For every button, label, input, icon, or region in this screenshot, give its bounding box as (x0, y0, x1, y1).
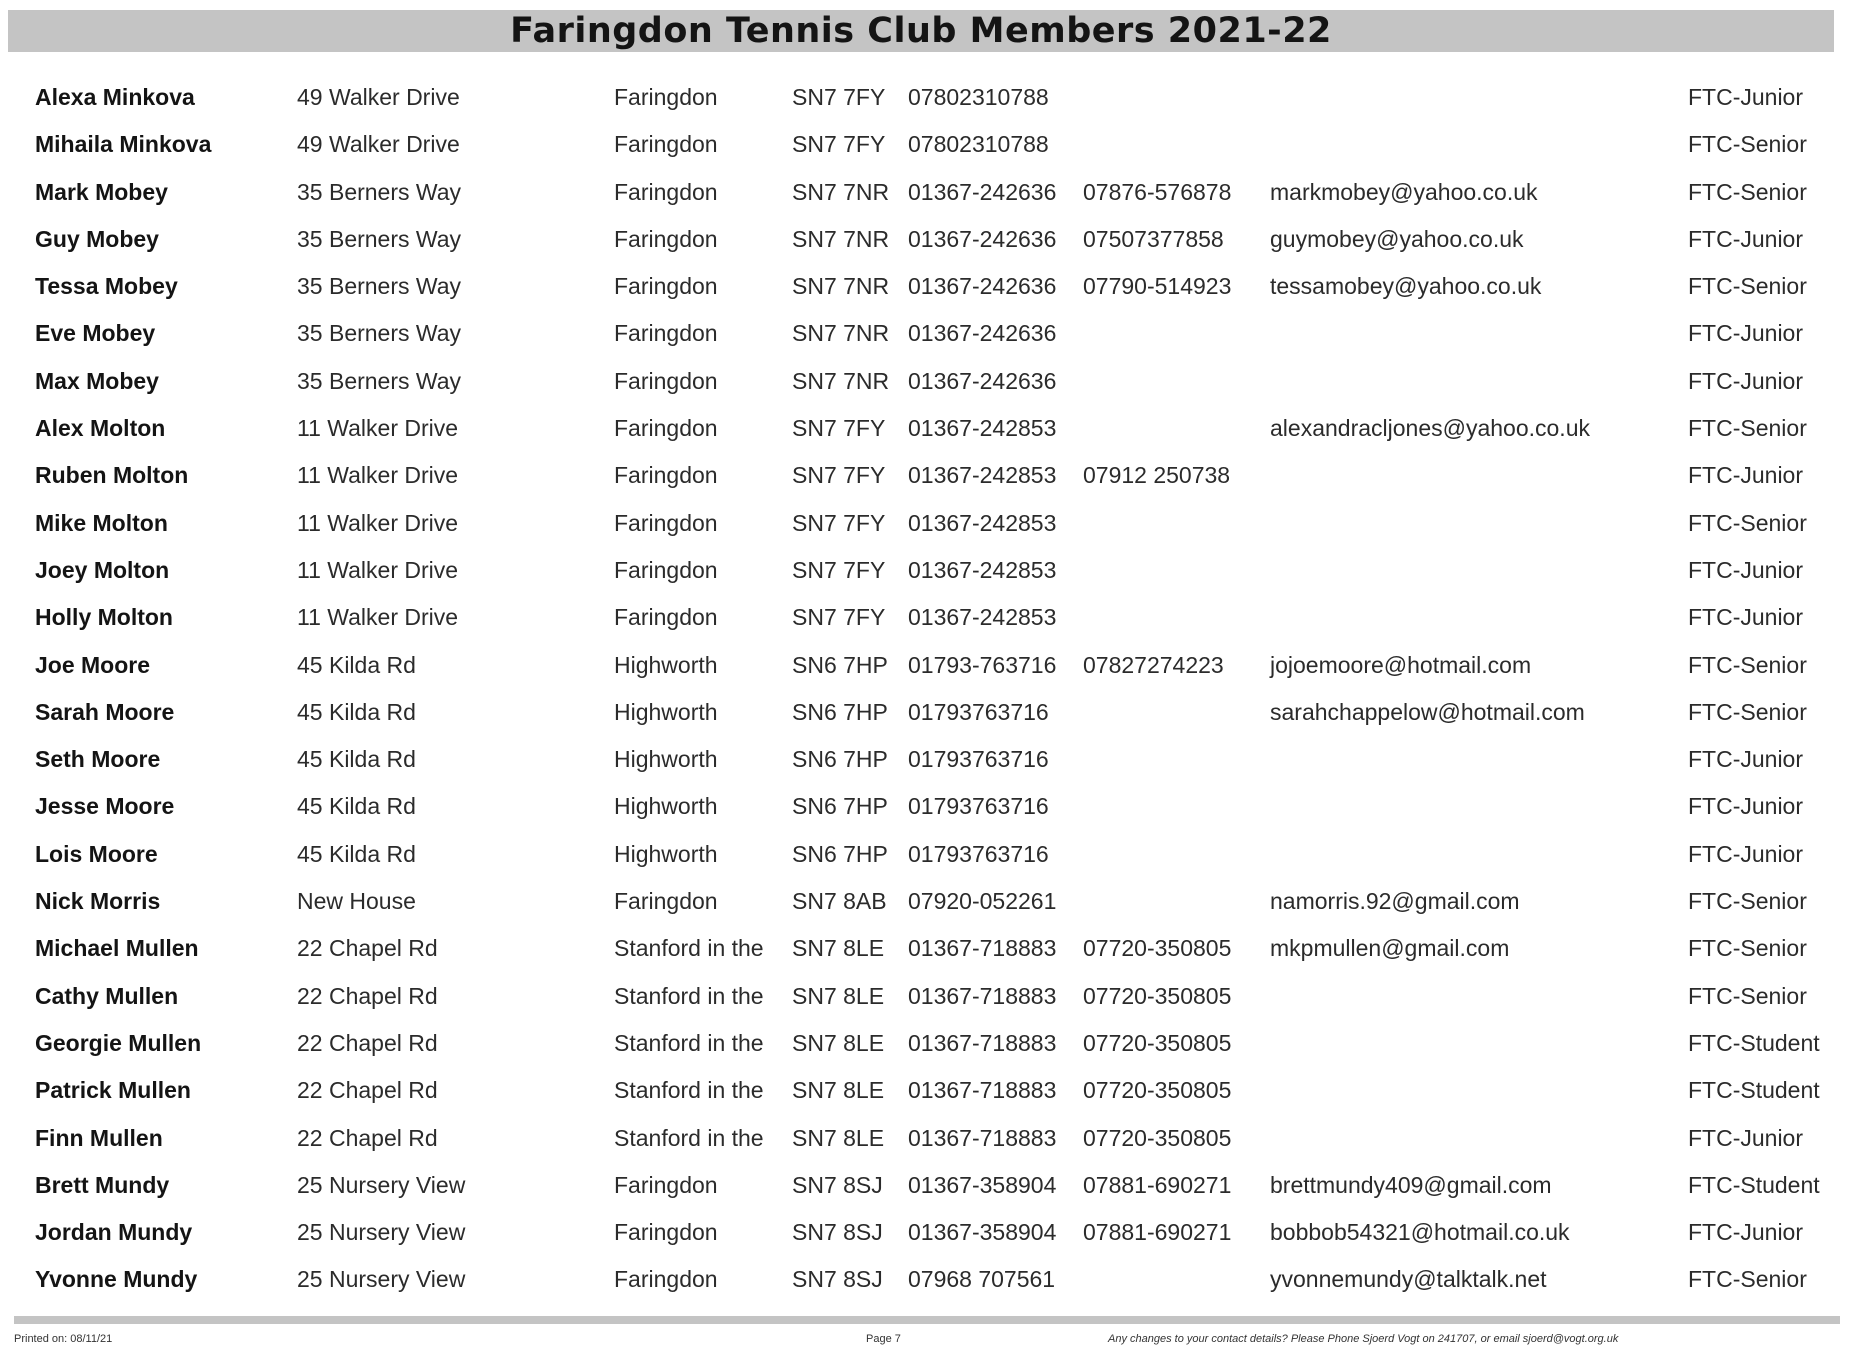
member-address: 49 Walker Drive (297, 84, 460, 110)
member-phone: 07920-052261 (908, 888, 1057, 915)
member-name: Alexa Minkova (35, 84, 195, 110)
member-address: 45 Kilda Rd (297, 840, 416, 867)
page-title: Faringdon Tennis Club Members 2021-22 (510, 11, 1332, 51)
member-address: 49 Walker Drive (297, 131, 460, 158)
member-postcode: SN7 8LE (792, 1077, 885, 1104)
member-postcode: SN6 7HP (792, 793, 888, 820)
member-name: Ruben Molton (35, 462, 189, 489)
member-membership: FTC-Junior (1688, 225, 1804, 252)
member-row (0, 74, 1850, 121)
member-membership: FTC-Student (1688, 1077, 1820, 1104)
member-town: Faringdon (614, 273, 718, 300)
member-address: 22 Chapel Rd (297, 1029, 438, 1056)
member-phone: 01367-242853 (908, 556, 1057, 583)
member-row (0, 1256, 1850, 1303)
member-address: 45 Kilda Rd (297, 793, 416, 820)
footer-divider (14, 1316, 1840, 1324)
member-address: 11 Walker Drive (297, 415, 459, 442)
member-row (0, 1162, 1850, 1209)
member-email: namorris.92@gmail.com (1270, 888, 1520, 915)
member-address: 11 Walker Drive (297, 509, 459, 536)
member-row (0, 263, 1850, 310)
member-email: mkpmullen@gmail.com (1270, 935, 1510, 962)
member-membership: FTC-Junior (1688, 746, 1804, 773)
page-number: Page 7 (866, 1333, 901, 1345)
member-row (0, 1020, 1850, 1067)
member-membership: FTC-Junior (1688, 84, 1804, 110)
member-row (0, 216, 1850, 263)
member-mobile: 07507377858 (1083, 225, 1224, 252)
member-name: Jordan Mundy (35, 1219, 193, 1246)
member-phone: 01367-718883 (908, 935, 1057, 962)
member-phone: 01367-358904 (908, 1171, 1057, 1198)
member-town: Faringdon (614, 509, 718, 536)
member-address: 25 Nursery View (297, 1266, 466, 1293)
member-membership: FTC-Senior (1688, 935, 1807, 962)
member-postcode: SN6 7HP (792, 746, 888, 773)
member-row (0, 831, 1850, 878)
member-name: Cathy Mullen (35, 982, 179, 1009)
member-row (0, 783, 1850, 830)
member-phone: 01793-763716 (908, 651, 1057, 678)
member-membership: FTC-Student (1688, 1171, 1820, 1198)
member-phone: 01793763716 (908, 840, 1049, 867)
member-list (0, 74, 1850, 1304)
member-phone: 01367-718883 (908, 982, 1057, 1009)
member-town: Faringdon (614, 888, 718, 915)
member-membership: FTC-Senior (1688, 415, 1807, 442)
member-address: 22 Chapel Rd (297, 1077, 438, 1104)
member-row (0, 500, 1850, 547)
member-mobile: 07720-350805 (1083, 1124, 1232, 1151)
member-name: Georgie Mullen (35, 1029, 202, 1056)
member-mobile: 07720-350805 (1083, 935, 1232, 962)
member-mobile: 07881-690271 (1083, 1171, 1232, 1198)
member-town: Faringdon (614, 178, 718, 205)
printed-date: Printed on: 08/11/21 (14, 1333, 113, 1345)
member-email: tessamobey@yahoo.co.uk (1270, 273, 1542, 300)
member-phone: 01367-718883 (908, 1124, 1057, 1151)
member-town: Faringdon (614, 131, 718, 158)
member-membership: FTC-Senior (1688, 1266, 1807, 1293)
member-address: 45 Kilda Rd (297, 698, 416, 725)
member-postcode: SN7 7NR (792, 367, 890, 394)
member-row (0, 121, 1850, 168)
member-phone: 01367-358904 (908, 1219, 1057, 1246)
member-name: Max Mobey (35, 367, 159, 394)
member-membership: FTC-Senior (1688, 273, 1807, 300)
member-row (0, 925, 1850, 972)
member-mobile: 07876-576878 (1083, 178, 1232, 205)
member-email: sarahchappelow@hotmail.com (1270, 698, 1585, 725)
member-town: Highworth (614, 840, 718, 867)
member-name: Guy Mobey (35, 225, 159, 252)
member-email: markmobey@yahoo.co.uk (1270, 178, 1538, 205)
member-postcode: SN7 8AB (792, 888, 887, 915)
member-mobile: 07827274223 (1083, 651, 1224, 678)
member-postcode: SN7 8SJ (792, 1219, 883, 1246)
member-membership: FTC-Junior (1688, 793, 1804, 820)
member-membership: FTC-Senior (1688, 698, 1807, 725)
member-town: Faringdon (614, 604, 718, 631)
member-row (0, 1115, 1850, 1162)
member-membership: FTC-Senior (1688, 509, 1807, 536)
member-phone: 01367-242853 (908, 415, 1057, 442)
member-postcode: SN7 7FY (792, 509, 886, 536)
member-town: Highworth (614, 698, 718, 725)
member-postcode: SN7 7FY (792, 84, 886, 110)
member-phone: 07968 707561 (908, 1266, 1056, 1293)
member-postcode: SN7 8SJ (792, 1171, 883, 1198)
member-postcode: SN7 7NR (792, 225, 890, 252)
member-name: Lois Moore (35, 840, 158, 867)
member-town: Faringdon (614, 1171, 718, 1198)
member-name: Mike Molton (35, 509, 168, 536)
member-address: 35 Berners Way (297, 178, 462, 205)
member-row (0, 405, 1850, 452)
member-town: Faringdon (614, 367, 718, 394)
member-postcode: SN7 7NR (792, 273, 890, 300)
member-town: Stanford in the (614, 982, 764, 1009)
member-phone: 01367-242853 (908, 509, 1057, 536)
member-name: Patrick Mullen (35, 1077, 191, 1104)
member-name: Joey Molton (35, 556, 170, 583)
member-town: Highworth (614, 651, 718, 678)
member-address: 35 Berners Way (297, 225, 462, 252)
member-postcode: SN7 8LE (792, 1124, 885, 1151)
member-postcode: SN7 7NR (792, 178, 890, 205)
member-row (0, 1067, 1850, 1114)
member-town: Stanford in the (614, 1124, 764, 1151)
member-membership: FTC-Junior (1688, 556, 1804, 583)
member-address: 11 Walker Drive (297, 462, 459, 489)
member-town: Faringdon (614, 462, 718, 489)
member-postcode: SN7 8LE (792, 1029, 885, 1056)
member-town: Faringdon (614, 225, 718, 252)
member-name: Seth Moore (35, 746, 161, 773)
member-membership: FTC-Senior (1688, 888, 1807, 915)
member-town: Faringdon (614, 1266, 718, 1293)
member-row (0, 878, 1850, 925)
member-postcode: SN7 8LE (792, 982, 885, 1009)
member-town: Stanford in the (614, 935, 764, 962)
member-phone: 01367-242853 (908, 462, 1057, 489)
member-postcode: SN7 7FY (792, 604, 886, 631)
member-address: 35 Berners Way (297, 320, 462, 347)
member-phone: 01367-242636 (908, 273, 1057, 300)
member-phone: 01367-242636 (908, 178, 1057, 205)
member-town: Highworth (614, 793, 718, 820)
member-row (0, 1209, 1850, 1256)
member-town: Faringdon (614, 320, 718, 347)
member-phone: 07802310788 (908, 84, 1049, 110)
member-membership: FTC-Junior (1688, 1219, 1804, 1246)
member-membership: FTC-Junior (1688, 604, 1804, 631)
member-postcode: SN7 8LE (792, 935, 885, 962)
member-row (0, 689, 1850, 736)
member-mobile: 07790-514923 (1083, 273, 1232, 300)
member-membership: FTC-Student (1688, 1029, 1820, 1056)
member-town: Faringdon (614, 415, 718, 442)
member-mobile: 07881-690271 (1083, 1219, 1232, 1246)
member-address: 45 Kilda Rd (297, 746, 416, 773)
member-mobile: 07720-350805 (1083, 982, 1232, 1009)
member-address: 35 Berners Way (297, 273, 462, 300)
member-name: Michael Mullen (35, 935, 199, 962)
member-name: Yvonne Mundy (35, 1266, 198, 1293)
member-membership: FTC-Senior (1688, 131, 1807, 158)
member-row (0, 642, 1850, 689)
member-phone: 01367-242636 (908, 320, 1057, 347)
member-name: Mark Mobey (35, 178, 168, 205)
member-phone: 01367-718883 (908, 1077, 1057, 1104)
title-bar (8, 10, 1834, 52)
member-name: Finn Mullen (35, 1124, 163, 1151)
member-town: Highworth (614, 746, 718, 773)
member-mobile: 07720-350805 (1083, 1029, 1232, 1056)
member-row (0, 169, 1850, 216)
member-email: brettmundy409@gmail.com (1270, 1171, 1552, 1198)
member-phone: 01367-242636 (908, 225, 1057, 252)
member-postcode: SN6 7HP (792, 698, 888, 725)
member-membership: FTC-Junior (1688, 462, 1804, 489)
member-town: Faringdon (614, 1219, 718, 1246)
member-town: Faringdon (614, 84, 718, 110)
member-phone: 07802310788 (908, 131, 1049, 158)
member-postcode: SN7 7FY (792, 131, 886, 158)
member-name: Tessa Mobey (35, 273, 178, 300)
member-name: Eve Mobey (35, 320, 156, 347)
member-address: 25 Nursery View (297, 1171, 466, 1198)
member-phone: 01793763716 (908, 793, 1049, 820)
member-postcode: SN7 7NR (792, 320, 890, 347)
member-name: Nick Morris (35, 888, 161, 915)
member-row (0, 310, 1850, 357)
member-postcode: SN7 7FY (792, 556, 886, 583)
member-town: Stanford in the (614, 1029, 764, 1056)
member-row (0, 594, 1850, 641)
member-postcode: SN6 7HP (792, 651, 888, 678)
member-row (0, 973, 1850, 1020)
member-membership: FTC-Junior (1688, 1124, 1804, 1151)
member-row (0, 547, 1850, 594)
member-membership: FTC-Senior (1688, 178, 1807, 205)
member-address: 35 Berners Way (297, 367, 462, 394)
member-row (0, 358, 1850, 405)
member-phone: 01367-242636 (908, 367, 1057, 394)
member-name: Holly Molton (35, 604, 173, 631)
member-name: Joe Moore (35, 651, 151, 678)
member-name: Sarah Moore (35, 698, 175, 725)
member-mobile: 07720-350805 (1083, 1077, 1232, 1104)
member-postcode: SN7 8SJ (792, 1266, 883, 1293)
member-phone: 01367-718883 (908, 1029, 1057, 1056)
member-address: 22 Chapel Rd (297, 935, 438, 962)
member-address: 45 Kilda Rd (297, 651, 416, 678)
member-postcode: SN7 7FY (792, 462, 886, 489)
member-membership: FTC-Junior (1688, 320, 1804, 347)
member-postcode: SN6 7HP (792, 840, 888, 867)
member-email: alexandracljones@yahoo.co.uk (1270, 415, 1590, 442)
member-row (0, 452, 1850, 499)
member-email: jojoemoore@hotmail.com (1270, 651, 1532, 678)
contact-note: Any changes to your contact details? Please Phone Sjoerd Vogt on 241707, or email sjoerd@vogt.org.uk (1108, 1333, 1619, 1345)
member-phone: 01793763716 (908, 698, 1049, 725)
member-address: New House (297, 888, 416, 915)
member-town: Faringdon (614, 556, 718, 583)
member-name: Alex Molton (35, 415, 166, 442)
member-membership: FTC-Junior (1688, 367, 1804, 394)
member-postcode: SN7 7FY (792, 415, 886, 442)
member-phone: 01793763716 (908, 746, 1049, 773)
member-name: Jesse Moore (35, 793, 175, 820)
member-mobile: 07912 250738 (1083, 462, 1231, 489)
member-membership: FTC-Junior (1688, 840, 1804, 867)
member-address: 22 Chapel Rd (297, 1124, 438, 1151)
member-membership: FTC-Senior (1688, 651, 1807, 678)
member-phone: 01367-242853 (908, 604, 1057, 631)
member-email: yvonnemundy@talktalk.net (1270, 1266, 1547, 1293)
member-name: Brett Mundy (35, 1171, 170, 1198)
member-town: Stanford in the (614, 1077, 764, 1104)
member-membership: FTC-Senior (1688, 982, 1807, 1009)
member-address: 11 Walker Drive (297, 604, 459, 631)
member-email: guymobey@yahoo.co.uk (1270, 225, 1524, 252)
member-email: bobbob54321@hotmail.co.uk (1270, 1219, 1570, 1246)
member-address: 11 Walker Drive (297, 556, 459, 583)
member-address: 25 Nursery View (297, 1219, 466, 1246)
member-row (0, 736, 1850, 783)
member-name: Mihaila Minkova (35, 131, 212, 158)
member-address: 22 Chapel Rd (297, 982, 438, 1009)
